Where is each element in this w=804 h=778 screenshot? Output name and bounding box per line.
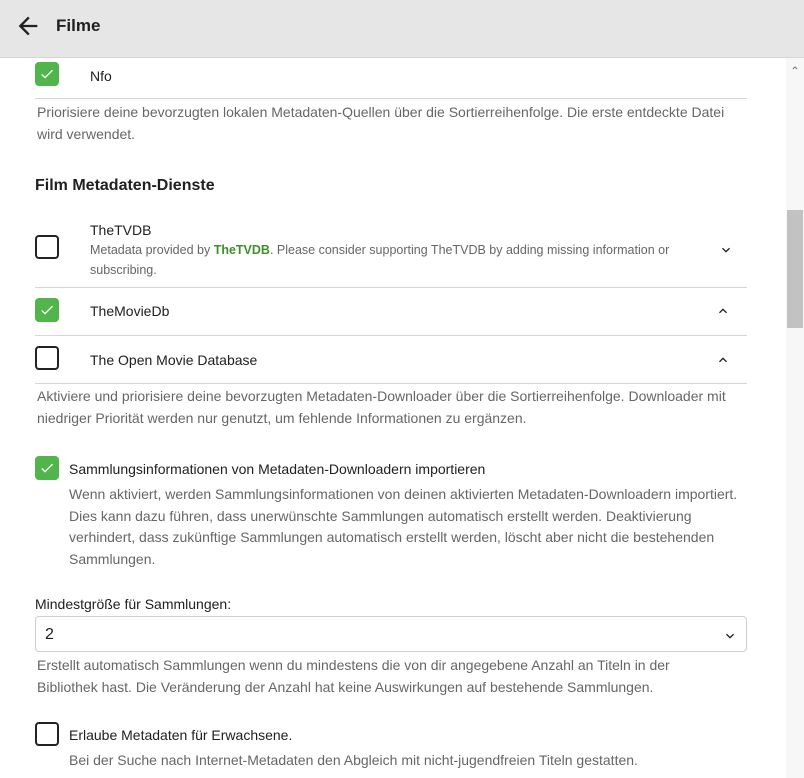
chevron-up-icon <box>715 352 731 368</box>
chevron-up-icon <box>715 303 731 319</box>
scrollbar[interactable] <box>786 58 804 778</box>
import-collections-checkbox[interactable] <box>35 456 59 480</box>
adult-metadata-label: Erlaube Metadaten für Erwachsene. <box>69 727 293 743</box>
min-collection-size-value: 2 <box>45 626 54 643</box>
scrollbar-thumb[interactable] <box>787 210 803 328</box>
page-title: Filme <box>56 16 101 35</box>
import-collections-help: Wenn aktiviert, werden Sammlungsinformationen von deinen aktivierten Metadaten-Downloadern importiert. Dies kann dazu führen, dass unerwünschte Sammlungen automatisch erstellt werden. Deaktivierung verhindert, dass zukünftige Sammlungen automatisch erstellt werden, löscht aber nicht die bestehenden Sammlungen. <box>69 486 738 567</box>
arrow-left-icon <box>14 12 42 40</box>
omdb-label: The Open Movie Database <box>90 352 258 368</box>
chevron-down-icon <box>722 628 738 644</box>
metadata-services-help: Aktiviere und priorisiere deine bevorzugten Metadaten-Downloader über die Sortierreihenfolge. Downloader mit niedriger Priorität werden nur genutzt, um fehlende Informationen zu ergänzen. <box>37 388 726 426</box>
thetvdb-label: TheTVDB <box>90 222 152 238</box>
checkmark-icon <box>39 460 55 476</box>
thetvdb-link[interactable]: TheTVDB <box>213 243 270 257</box>
divider <box>35 335 747 336</box>
divider <box>35 98 747 99</box>
back-button[interactable] <box>14 12 42 40</box>
min-collection-size-help: Erstellt automatisch Sammlungen wenn du mindestens die von dir angegebene Anzahl an Titeln in der Bibliothek hast. Die Veränderung der Anzahl hat keine Auswirkungen auf bestehende Sammlungen. <box>37 657 670 695</box>
scroll-up-button[interactable] <box>790 60 800 70</box>
settings-content <box>0 58 786 778</box>
thetvdb-desc-prefix: Metadata provided by <box>90 243 214 257</box>
min-collection-size-label: Mindestgröße für Sammlungen: <box>35 596 232 612</box>
thetvdb-desc-suffix: . Please consider supporting TheTVDB by adding missing information or subscribing. <box>90 243 670 277</box>
checkmark-icon <box>39 302 55 318</box>
section-title-metadata-services: Film Metadaten-Dienste <box>35 177 215 194</box>
themoviedb-checkbox[interactable] <box>35 298 59 322</box>
chevron-up-icon <box>790 63 800 73</box>
chevron-down-icon <box>718 242 734 258</box>
thetvdb-description <box>90 240 696 280</box>
adult-metadata-help: Bei der Suche nach Internet-Metadaten den Abgleich mit nicht-jugendfreien Titeln gestatten. <box>69 752 638 768</box>
min-collection-size-select[interactable] <box>35 616 747 652</box>
divider <box>35 383 747 384</box>
themoviedb-collapse-button[interactable] <box>715 303 731 319</box>
nfo-label: Nfo <box>90 68 112 84</box>
omdb-checkbox[interactable] <box>35 346 59 370</box>
local-metadata-help: Priorisiere deine bevorzugten lokalen Metadaten-Quellen über die Sortierreihenfolge. Die erste entdeckte Datei wird verwendet. <box>37 104 725 142</box>
themoviedb-label: TheMovieDb <box>90 303 170 319</box>
nfo-checkbox[interactable] <box>35 62 59 86</box>
app-header <box>0 0 804 58</box>
select-dropdown-indicator <box>722 628 738 644</box>
omdb-collapse-button[interactable] <box>715 352 731 368</box>
adult-metadata-checkbox[interactable] <box>35 722 59 746</box>
thetvdb-checkbox[interactable] <box>35 235 59 259</box>
divider <box>35 287 747 288</box>
checkmark-icon <box>39 66 55 82</box>
thetvdb-expand-button[interactable] <box>718 242 734 258</box>
import-collections-label: Sammlungsinformationen von Metadaten-Downloadern importieren <box>69 461 486 477</box>
